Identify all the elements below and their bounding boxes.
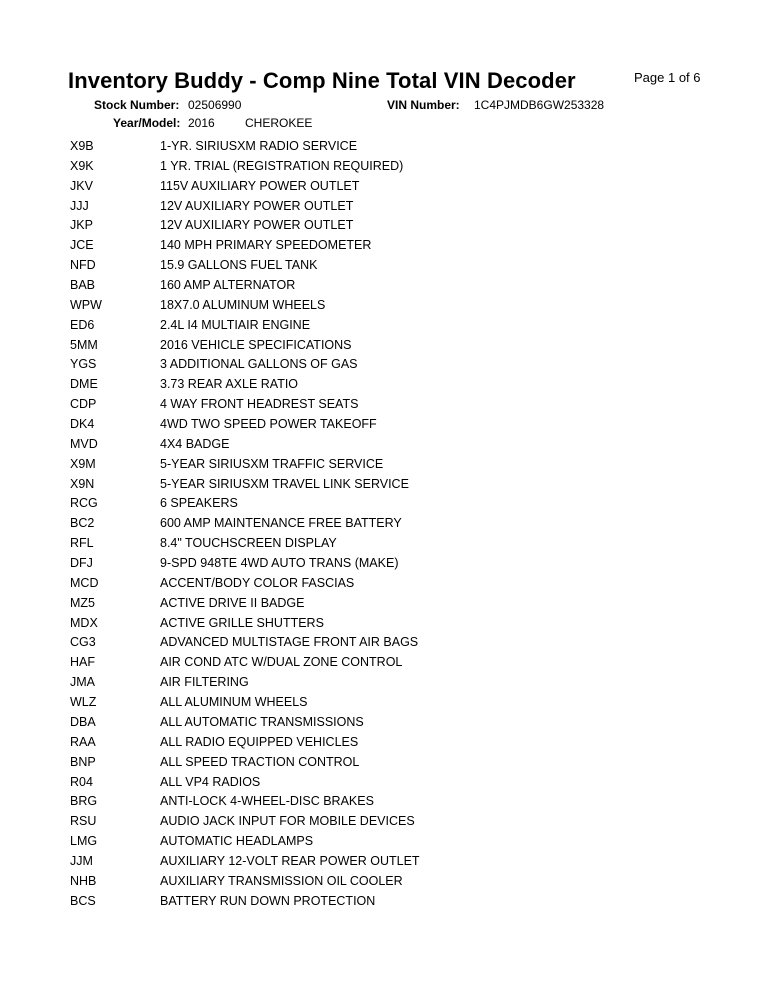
option-row	[0, 475, 773, 495]
option-row	[0, 415, 773, 435]
option-description: ALL VP4 RADIOS	[160, 774, 261, 789]
option-row	[0, 792, 773, 812]
option-code: CDP	[70, 397, 97, 412]
option-code: JKP	[70, 218, 93, 233]
option-description: 1 YR. TRIAL (REGISTRATION REQUIRED)	[160, 158, 404, 173]
option-row	[0, 852, 773, 872]
option-code: X9B	[70, 139, 94, 153]
option-row	[0, 256, 773, 276]
option-code: NFD	[70, 258, 96, 273]
option-code: YGS	[70, 357, 97, 372]
option-code: BRG	[70, 794, 98, 809]
option-code: NHB	[70, 873, 97, 888]
option-description: 8.4" TOUCHSCREEN DISPLAY	[160, 536, 337, 551]
page-title: Inventory Buddy - Comp Nine Total VIN Decoder	[68, 68, 576, 93]
option-code: DME	[70, 377, 98, 392]
option-row	[0, 177, 773, 197]
option-code: HAF	[70, 655, 95, 670]
option-description: 2016 VEHICLE SPECIFICATIONS	[160, 337, 352, 352]
option-code: WPW	[70, 297, 102, 312]
option-row	[0, 216, 773, 236]
option-description: 1-YR. SIRIUSXM RADIO SERVICE	[160, 139, 358, 153]
option-code: R04	[70, 774, 93, 789]
option-row	[0, 892, 773, 912]
option-description: 5-YEAR SIRIUSXM TRAFFIC SERVICE	[160, 456, 384, 471]
option-description: 2.4L I4 MULTIAIR ENGINE	[160, 317, 311, 332]
option-row	[0, 832, 773, 852]
option-code: WLZ	[70, 695, 97, 710]
option-code: MVD	[70, 436, 98, 451]
option-code: MDX	[70, 615, 98, 630]
option-code: BC2	[70, 516, 95, 531]
option-row	[0, 455, 773, 475]
option-row	[0, 653, 773, 673]
option-code: JJJ	[70, 198, 89, 213]
option-description: ALL RADIO EQUIPPED VEHICLES	[160, 734, 359, 749]
option-row	[0, 812, 773, 832]
page-indicator: Page 1 of 6	[634, 70, 701, 85]
option-row	[0, 494, 773, 514]
option-description: 15.9 GALLONS FUEL TANK	[160, 258, 318, 273]
option-code: BAB	[70, 278, 96, 293]
option-description: ALL SPEED TRACTION CONTROL	[160, 754, 360, 769]
option-row	[0, 753, 773, 773]
year-value: 2016	[188, 116, 215, 130]
option-row	[0, 355, 773, 375]
option-row	[0, 197, 773, 217]
option-description: ACTIVE DRIVE II BADGE	[160, 595, 305, 610]
option-row	[0, 276, 773, 296]
option-code: X9N	[70, 476, 95, 491]
option-code: DBA	[70, 714, 96, 729]
option-row	[0, 336, 773, 356]
option-row	[0, 375, 773, 395]
option-row	[0, 713, 773, 733]
option-code: JJM	[70, 853, 93, 868]
option-code: JCE	[70, 238, 94, 253]
option-row	[0, 534, 773, 554]
option-description: ACTIVE GRILLE SHUTTERS	[160, 615, 324, 630]
option-code: JKV	[70, 178, 93, 193]
option-description: ALL AUTOMATIC TRANSMISSIONS	[160, 714, 364, 729]
stock-number-value: 02506990	[188, 98, 242, 112]
option-row	[0, 554, 773, 574]
option-description: 4 WAY FRONT HEADREST SEATS	[160, 397, 359, 412]
option-code: JMA	[70, 675, 95, 690]
option-code: MZ5	[70, 595, 95, 610]
option-code: RAA	[70, 734, 96, 749]
option-row	[0, 514, 773, 534]
option-row	[0, 594, 773, 614]
option-row	[0, 395, 773, 415]
option-description: AUDIO JACK INPUT FOR MOBILE DEVICES	[160, 814, 415, 829]
vin-number-label: VIN Number:	[387, 98, 460, 112]
vin-number-value: 1C4PJMDB6GW253328	[474, 98, 605, 112]
option-description: 4WD TWO SPEED POWER TAKEOFF	[160, 417, 377, 432]
option-description: 4X4 BADGE	[160, 436, 230, 451]
option-description: 6 SPEAKERS	[160, 496, 238, 511]
option-code: X9M	[70, 456, 96, 471]
option-row	[0, 614, 773, 634]
option-description: 3 ADDITIONAL GALLONS OF GAS	[160, 357, 358, 372]
option-row	[0, 773, 773, 793]
model-value: CHEROKEE	[245, 116, 313, 130]
option-row	[0, 316, 773, 336]
option-code: BCS	[70, 893, 96, 908]
option-code: X9K	[70, 158, 94, 173]
option-description: 600 AMP MAINTENANCE FREE BATTERY	[160, 516, 402, 531]
option-description: ACCENT/BODY COLOR FASCIAS	[160, 575, 355, 590]
option-code: RSU	[70, 814, 97, 829]
option-code: RFL	[70, 536, 94, 551]
option-row	[0, 435, 773, 455]
option-description: 12V AUXILIARY POWER OUTLET	[160, 198, 354, 213]
option-description: 115V AUXILIARY POWER OUTLET	[160, 178, 360, 193]
option-code: DFJ	[70, 556, 93, 571]
option-description: ANTI-LOCK 4-WHEEL-DISC BRAKES	[160, 794, 374, 809]
stock-number-label: Stock Number:	[94, 98, 180, 112]
option-code: ED6	[70, 317, 95, 332]
option-row	[0, 137, 773, 157]
option-row	[0, 236, 773, 256]
option-description: 18X7.0 ALUMINUM WHEELS	[160, 297, 326, 312]
option-row	[0, 733, 773, 753]
option-description: ADVANCED MULTISTAGE FRONT AIR BAGS	[160, 635, 419, 650]
option-row	[0, 673, 773, 693]
option-code: DK4	[70, 417, 95, 432]
option-code: LMG	[70, 834, 98, 849]
year-model-label: Year/Model:	[113, 116, 181, 130]
option-description: 140 MPH PRIMARY SPEEDOMETER	[160, 238, 372, 253]
option-description: 160 AMP ALTERNATOR	[160, 278, 296, 293]
option-description: AUXILIARY 12-VOLT REAR POWER OUTLET	[160, 853, 420, 868]
option-description: 5-YEAR SIRIUSXM TRAVEL LINK SERVICE	[160, 476, 409, 491]
option-code-list	[0, 137, 773, 912]
option-description: AUTOMATIC HEADLAMPS	[160, 834, 314, 849]
option-code: 5MM	[70, 337, 98, 352]
option-row	[0, 633, 773, 653]
option-row	[0, 872, 773, 892]
option-description: BATTERY RUN DOWN PROTECTION	[160, 893, 376, 908]
option-description: ALL ALUMINUM WHEELS	[160, 695, 308, 710]
option-row	[0, 296, 773, 316]
option-description: AIR FILTERING	[160, 675, 249, 690]
option-row	[0, 157, 773, 177]
option-description: 9-SPD 948TE 4WD AUTO TRANS (MAKE)	[160, 556, 399, 571]
option-description: AIR COND ATC W/DUAL ZONE CONTROL	[160, 655, 403, 670]
option-row	[0, 693, 773, 713]
option-description: 3.73 REAR AXLE RATIO	[160, 377, 299, 392]
option-description: AUXILIARY TRANSMISSION OIL COOLER	[160, 873, 403, 888]
option-row	[0, 574, 773, 594]
option-code: CG3	[70, 635, 96, 650]
option-code: MCD	[70, 575, 99, 590]
option-description: 12V AUXILIARY POWER OUTLET	[160, 218, 354, 233]
option-code: RCG	[70, 496, 98, 511]
option-code: BNP	[70, 754, 96, 769]
